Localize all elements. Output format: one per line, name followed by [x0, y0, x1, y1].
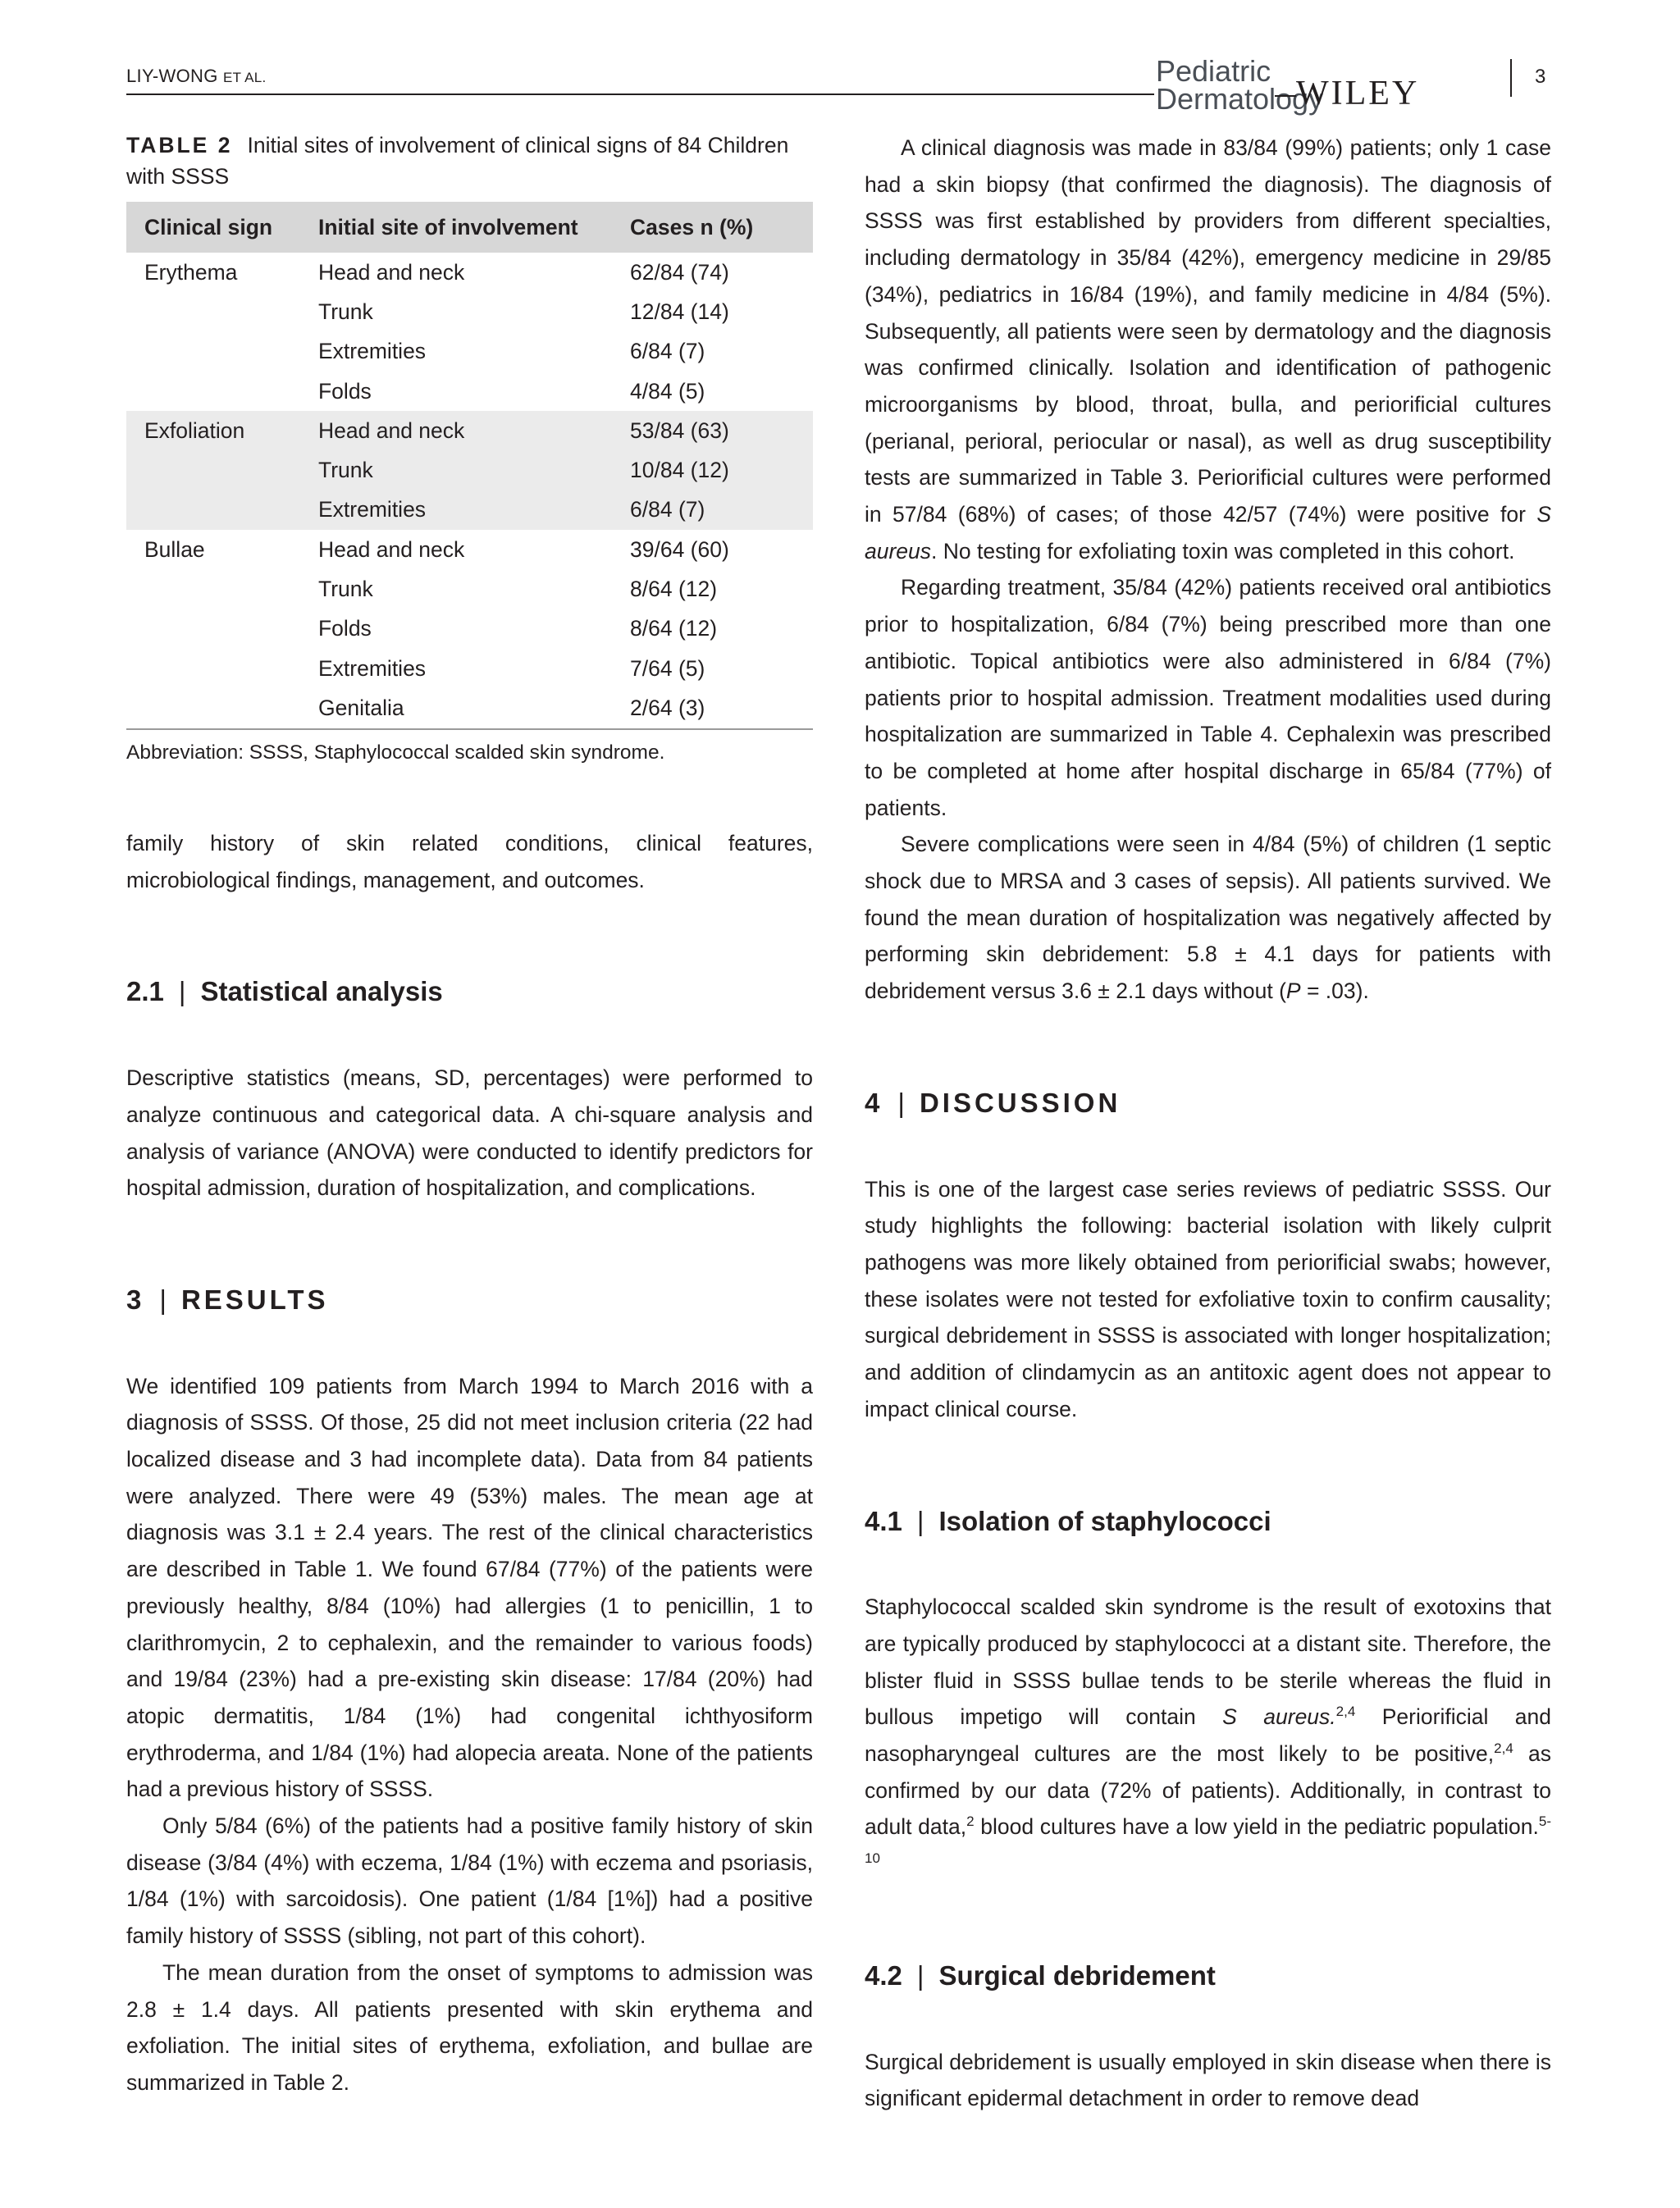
table-row [126, 688, 813, 728]
table-cell: 8/64 (12) [630, 577, 718, 602]
table-row [126, 332, 813, 372]
section-title: Statistical analysis [200, 976, 443, 1007]
table-cell: Head and neck [300, 411, 612, 450]
table-cell [126, 292, 300, 331]
table-cell: 4/84 (5) [630, 378, 705, 404]
paragraph [865, 1589, 1551, 1882]
section-number: 2.1 [126, 976, 164, 1007]
table-header-row [126, 202, 813, 253]
table-cell: Trunk [300, 450, 612, 490]
paragraph: Surgical debridement is usually employed in skin disease when there is significant epidermal detachment in order to remove dead [865, 2049, 1551, 2111]
section-title: DISCUSSION [919, 1087, 1121, 1118]
header-rule [126, 94, 1154, 95]
paragraph: The mean duration from the onset of symptoms to admission was 2.8 ± 1.4 days. All patients presented with skin erythema and exfoliation. The initial sites of erythema, exfoliation, and bullae are summarized in Table 2. [126, 1959, 813, 2095]
citation: 2 [966, 1813, 975, 1830]
citation: 2,4 [1335, 1704, 1356, 1720]
text-run: Severe complications were seen in 4/84 (5%) of children (1 septic shock due to MRSA and 3 cases of sepsis). All patients survived. We found the mean duration of hospitalization was negatively affected by performing skin debridement: 5.8 ± 4.1 days for patients with debridement versus 3.6 ± 2.1 days without ( [865, 832, 1551, 1004]
table-cell [126, 490, 300, 530]
paragraph [865, 130, 1551, 569]
table-row [126, 411, 813, 450]
page-number: 3 [1535, 66, 1546, 88]
citation: 5-10 [865, 1813, 1551, 1867]
running-header [126, 54, 1554, 116]
paragraph: This is one of the largest case series reviews of pediatric SSSS. Our study highlights the following: bacterial isolation with likely culprit pathogens was more likely obtained from periorificial swabs; however, these isolates were not tested for exfoliative toxin to confirm causality; surgical debridement in SSSS is associated with longer hospitalization; and addition of clindamycin as an antitoxic agent does not appear to impact clinical course. [865, 1176, 1551, 1421]
table-cell: 6/84 (7) [630, 339, 705, 364]
text-run: as confirmed by our data (72% of patients). Additionally, in contrast to adult data, [865, 1741, 1551, 1840]
journal-name-line1: Pediatric [1156, 54, 1271, 88]
text-run: = .03). [1300, 979, 1369, 1004]
text-run: . No testing for exfoliating toxin was completed in this cohort. [931, 538, 1515, 563]
table-cell: Trunk [318, 299, 373, 324]
table-row [126, 530, 813, 569]
table-cell: Extremities [318, 655, 427, 681]
table-label: TABLE 2 [126, 133, 233, 157]
table-cell: Exfoliation [126, 411, 300, 450]
paragraph: We identified 109 patients from March 1994 to March 2016 with a diagnosis of SSSS. Of those, 25 did not meet inclusion criteria (22 had localized disease and 3 had incomplete data). Data from 84 patients were analyzed. There were 49 (53%) males. The mean age at diagnosis was 3.1 ± 2.4 years. The rest of the clinical characteristics are described in Table 1. We found 67/84 (77%) of the patients were previously healthy, 8/84 (10%) had allergies (1 to penicillin, 1 to clarithromycin, 2 to cephalexin, and the remainder to various foods) and 19/84 (23%) had a pre-existing skin disease: 17/84 (20%) had atopic dermatitis, 1/84 (1%) had congenital ichthyosiform erythroderma, and 1/84 (1%) had alopecia areata. None of the patients had a previous history of SSSS. [126, 1373, 813, 1802]
section-title: RESULTS [180, 1284, 329, 1315]
section-number: 4.2 [865, 1959, 902, 1991]
section-number: 3 [126, 1284, 145, 1315]
column-header: Initial site of involvement [300, 202, 612, 253]
section-number: 4 [865, 1087, 883, 1118]
table-cell: 12/84 (14) [630, 299, 729, 324]
table-cell [126, 332, 300, 372]
table-cell: 2/64 (3) [612, 688, 813, 728]
table-cell: 6/84 (7) [612, 490, 813, 530]
table-row [126, 450, 813, 490]
table-caption-text: Initial sites of involvement of clinical signs of 84 Children with SSSS [126, 133, 789, 189]
page-number-divider [1510, 59, 1512, 97]
table-caption [126, 130, 813, 192]
table-cell: Head and neck [318, 536, 465, 562]
paragraph: Regarding treatment, 35/84 (42%) patients received oral antibiotics prior to hospitalization, 6/84 (7%) being prescribed more than one antibiotic. Topical antibiotics were also administered in 6/84 (7%) patients prior to hospital admission. Treatment modalities used during hospitalization are summarized in Table 4. Cephalexin was prescribed to be completed at home after hospital discharge in 65/84 (77%) of patients. [865, 575, 1551, 820]
table-cell: 39/64 (60) [630, 536, 729, 562]
section-heading-4-2: 4.2 | Surgical debridement [865, 1959, 1216, 1991]
table-cell: 62/84 (74) [630, 259, 729, 285]
section-heading-2-1: 2.1 | Statistical analysis [126, 976, 443, 1007]
table-footnote: Abbreviation: SSSS, Staphylococcal scalded skin syndrome. [126, 741, 665, 764]
section-heading-3: 3 | RESULTS [126, 1284, 329, 1315]
table-row [126, 292, 813, 331]
section-title: Isolation of staphylococci [938, 1505, 1271, 1536]
species-name: S aureus [865, 502, 1551, 563]
table-cell: Extremities [318, 339, 427, 364]
table-row [126, 649, 813, 688]
left-column [126, 825, 813, 2101]
table-cell [126, 609, 300, 649]
right-column [865, 130, 1551, 2117]
data-table [126, 202, 813, 730]
table-cell: Bullae [144, 536, 205, 562]
paragraph: Descriptive statistics (means, SD, percentages) were performed to analyze continuous and categorical data. A chi-square analysis and analysis of variance (ANOVA) were conducted to identify predictors for hospital admission, duration of hospitalization, and complications. [126, 1065, 813, 1201]
paragraph: family history of skin related conditions, clinical features, microbiological findings, management, and outcomes. [126, 831, 813, 892]
table-cell: 53/84 (63) [612, 411, 813, 450]
table-cell: 10/84 (12) [612, 450, 813, 490]
table-cell: Extremities [300, 490, 612, 530]
running-author [126, 66, 267, 87]
text-run: blood cultures have a low yield in the pediatric population. [974, 1814, 1539, 1840]
paragraph [865, 826, 1551, 1010]
author-name: LIY-WONG [126, 66, 218, 86]
table-row [126, 569, 813, 609]
table-cell: Head and neck [318, 259, 465, 285]
column-header: Cases n (%) [612, 202, 813, 253]
section-number: 4.1 [865, 1505, 902, 1536]
author-suffix: ET AL. [223, 70, 267, 85]
section-heading-4-1: 4.1 | Isolation of staphylococci [865, 1505, 1271, 1536]
table-cell: Trunk [318, 577, 373, 602]
table-row [126, 609, 813, 649]
table-cell [126, 450, 300, 490]
table-cell: Folds [318, 378, 372, 404]
table-cell [126, 569, 300, 609]
table-row [126, 490, 813, 530]
publisher-dash [1275, 95, 1296, 97]
column-header: Clinical sign [126, 202, 300, 253]
text-run: A clinical diagnosis was made in 83/84 (99%) patients; only 1 case had a skin biopsy (that confirmed the diagnosis). The diagnosis of SSSS was first established by providers from different specialties, including dermatology in 35/84 (42%), emergency medicine in 29/85 (34%), pediatrics in 16/84 (19%), and family medicine in 4/84 (5%). Subsequently, all patients were seen by dermatology and the diagnosis was confirmed clinically. Isolation and identification of pathogenic microorganisms by blood, throat, bulla, and periorificial cultures (perianal, perioral, periocular or nasal), as well as drug susceptibility tests are summarized in Table 3. Periorificial cultures were performed in 57/84 (68%) of cases; of those 42/57 (74%) were positive for [865, 135, 1551, 527]
p-value-symbol: P [1285, 979, 1301, 1004]
table-cell: Genitalia [300, 688, 612, 728]
section-title: Surgical debridement [938, 1959, 1216, 1991]
journal-name-line2: Dermatology [1156, 82, 1324, 116]
publisher-logo: WILEY [1296, 75, 1420, 112]
table-cell: 8/64 (12) [630, 616, 718, 641]
table-cell: Folds [318, 616, 372, 641]
table-cell [126, 372, 300, 411]
table-row [126, 253, 813, 292]
text-run: Periorificial and nasopharyngeal cultures are the most likely to be positive, [865, 1704, 1551, 1767]
table-cell [126, 649, 300, 688]
table-cell [126, 688, 300, 728]
table-row [126, 372, 813, 411]
section-heading-4: 4 | DISCUSSION [865, 1087, 1121, 1118]
table-cell: 7/64 (5) [630, 655, 705, 681]
species-name: S aureus. [1222, 1704, 1336, 1730]
table-cell: Erythema [144, 259, 238, 285]
citation: 2,4 [1494, 1740, 1513, 1757]
paragraph: Only 5/84 (6%) of the patients had a positive family history of skin disease (3/84 (4%) with eczema, 1/84 (1%) with eczema and psoriasis, 1/84 (1%) with sarcoidosis). One patient (1/84 [1%]) had a positive family history of SSSS (sibling, not part of this cohort). [126, 1813, 813, 1949]
text-run: Staphylococcal scalded skin syndrome is the result of exotoxins that are typically produced by staphylococci at a distant site. Therefore, the blister fluid in SSSS bullae tends to be sterile whereas the fluid in bullous impetigo will contain [865, 1594, 1551, 1730]
